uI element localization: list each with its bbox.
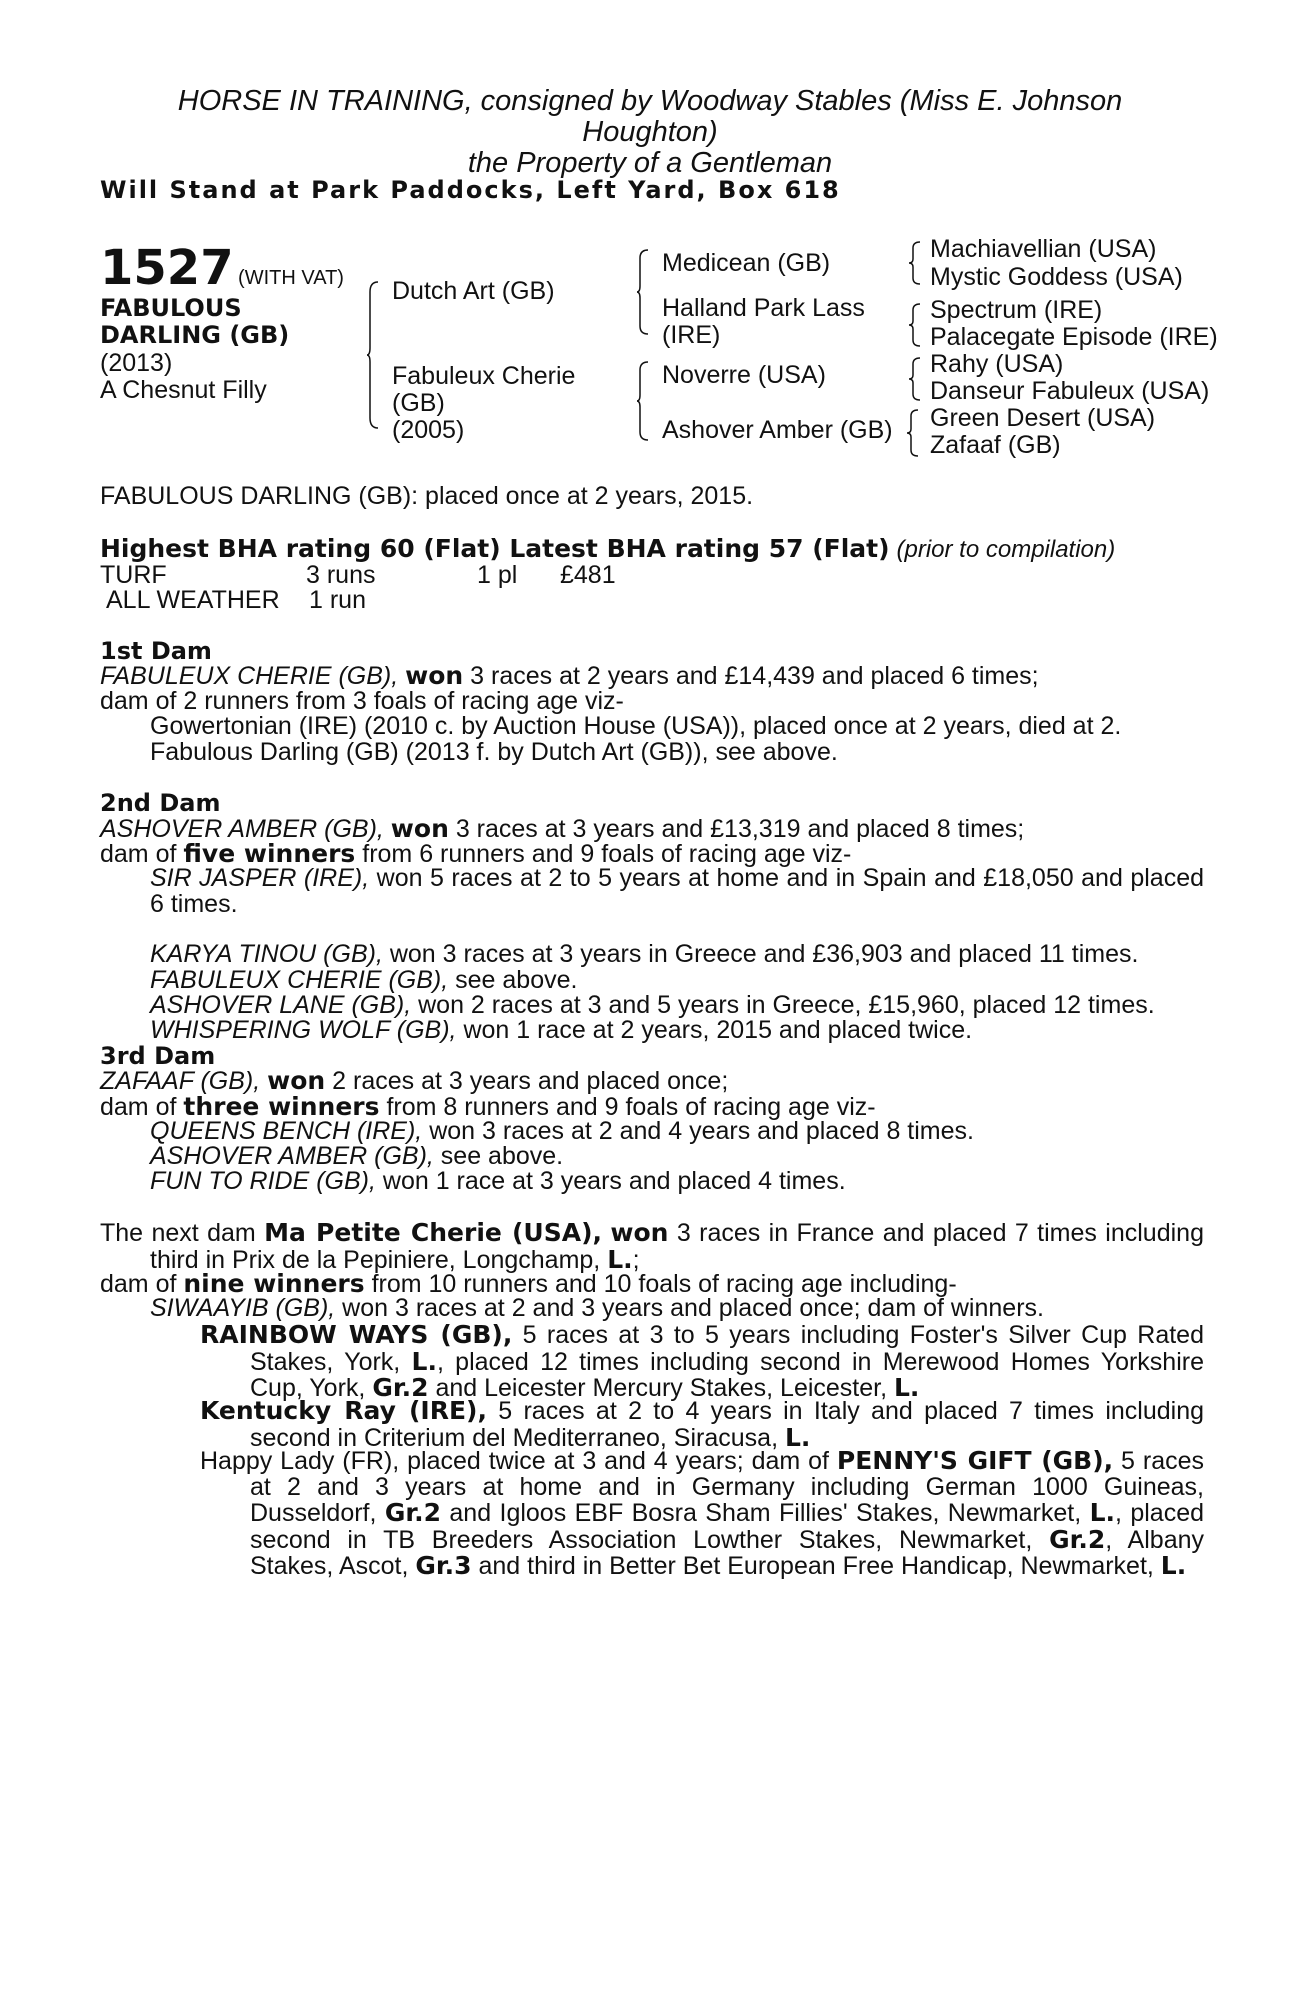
- second-dam-progeny-1: [150, 866, 1204, 917]
- group-marker: Gr.3: [415, 1551, 472, 1580]
- progeny-name: Kentucky Ray (IRE),: [200, 1396, 487, 1425]
- progeny-name: QUEENS BENCH (IRE),: [150, 1117, 423, 1145]
- record-text: 5 races at 2 to 4 years in Italy and placed 7 times including second in Criterium del Mediterraneo, Siracusa,: [250, 1397, 1205, 1452]
- siwaayib-record: [150, 1296, 1044, 1322]
- first-dam-produce: dam of 2 runners from 3 foals of racing age viz-: [100, 687, 624, 715]
- produce-prefix: dam of: [100, 1270, 184, 1298]
- pedigree-sire-dam-line2: (IRE): [662, 321, 721, 349]
- third-dam-won: won: [267, 1066, 326, 1095]
- listed-marker: L.: [784, 1422, 811, 1452]
- produce-suffix: from 6 runners and 9 foals of racing age viz-: [355, 840, 852, 868]
- group-marker: Gr.2: [384, 1498, 442, 1527]
- record-text: Happy Lady (FR), placed twice at 3 and 4 years; dam of: [200, 1447, 837, 1475]
- bha-ratings: Highest BHA rating 60 (Flat) Latest BHA rating 57 (Flat): [100, 534, 890, 563]
- first-dam-foal-1: Gowertonian (IRE) (2010 c. by Auction House (USA)), placed once at 2 years, died at 2.: [150, 712, 1122, 740]
- next-dam-won: won: [610, 1218, 669, 1247]
- listed-marker: L.: [607, 1244, 633, 1274]
- catalogue-header-line1: HORSE IN TRAINING, consigned by Woodway Stables (Miss E. Johnson: [177, 85, 1123, 117]
- record-text: and Leicester Mercury Stakes, Leicester,: [428, 1374, 894, 1402]
- record-text: , placed second in TB Breeders Association Lowther Stakes, Newmarket,: [250, 1499, 1205, 1554]
- next-dam-name: Ma Petite Cherie (USA),: [264, 1218, 602, 1247]
- lot-number-row: [100, 240, 344, 296]
- turf-earnings: £481: [560, 561, 616, 589]
- pedigree-ggp-1: Machiavellian (USA): [930, 235, 1157, 263]
- turf-placings: 1 pl: [477, 561, 518, 589]
- next-dam-record: [100, 1220, 1204, 1273]
- second-dam-record-text: 3 races at 3 years and £13,319 and placed 8 times;: [448, 815, 1025, 843]
- progeny-text: won 1 race at 2 years, 2015 and placed twice.: [456, 1016, 973, 1044]
- second-dam-progeny-5: [150, 1018, 972, 1044]
- pedigree-sire-sire: Medicean (GB): [662, 249, 831, 277]
- all-weather-runs: 1 run: [309, 586, 366, 614]
- pedigree-bracket-dam: [636, 360, 650, 442]
- kentucky-ray-record: [200, 1398, 1204, 1451]
- listed-marker: L.: [894, 1373, 920, 1402]
- pedigree-bracket-ggp4: [906, 408, 920, 458]
- turf-runs: 3 runs: [306, 561, 376, 589]
- third-dam-name: ZAFAAF (GB),: [100, 1067, 261, 1095]
- third-dam-record: [100, 1068, 728, 1095]
- progeny-name: FABULEUX CHERIE (GB),: [150, 966, 449, 994]
- rainbow-ways-record: [200, 1322, 1204, 1402]
- pedigree-bracket-generation1: [366, 280, 380, 430]
- vat-note: (WITH VAT): [238, 267, 344, 289]
- record-text: and Igloos EBF Bosra Sham Fillies' Stakes, Newmarket,: [441, 1499, 1090, 1527]
- first-dam-heading: 1st Dam: [100, 637, 212, 665]
- produce-suffix: from 10 runners and 10 foals of racing age including-: [364, 1270, 957, 1298]
- second-dam-name: ASHOVER AMBER (GB),: [100, 815, 384, 843]
- second-dam-progeny-2: [150, 942, 1138, 968]
- horse-name-line1: FABULOUS: [100, 294, 242, 322]
- second-dam-won: won: [390, 814, 449, 843]
- group-marker: Gr.2: [372, 1373, 429, 1402]
- first-dam-record: [100, 663, 1039, 690]
- third-dam-progeny-2: [150, 1144, 563, 1170]
- produce-suffix: from 8 runners and 9 foals of racing age viz-: [379, 1093, 876, 1121]
- progeny-name: KARYA TINOU (GB),: [150, 940, 383, 968]
- record-text: , placed 12 times including second in Merewood Homes Yorkshire Cup, York,: [250, 1347, 1204, 1402]
- record-text: 5 races at 3 to 5 years including Foster's Silver Cup Rated Stakes, York,: [250, 1321, 1204, 1376]
- second-dam-progeny-4: [150, 993, 1155, 1019]
- pedigree-bracket-ggp1: [908, 240, 922, 286]
- winners-count: three winners: [183, 1092, 380, 1121]
- second-dam-heading: 2nd Dam: [100, 789, 221, 817]
- first-dam-name: FABULEUX CHERIE (GB),: [100, 662, 399, 690]
- pedigree-ggp-7: Green Desert (USA): [930, 404, 1156, 432]
- next-dam-record-end: ;: [632, 1245, 640, 1274]
- pedigree-ggp-3: Spectrum (IRE): [930, 296, 1103, 324]
- progeny-text: won 5 races at 2 to 5 years at home and in Spain and £18,050 and placed 6 times.: [150, 864, 1205, 918]
- foaling-year: (2013): [100, 349, 173, 377]
- third-dam-progeny-1: [150, 1119, 974, 1145]
- listed-marker: L.: [1089, 1498, 1115, 1527]
- pedigree-dam-line3: (2005): [392, 416, 465, 444]
- first-dam-foal-2: Fabulous Darling (GB) (2013 f. by Dutch Art (GB)), see above.: [150, 738, 838, 766]
- ratings-note: (prior to compilation): [896, 536, 1116, 563]
- winners-count: nine winners: [183, 1269, 365, 1298]
- third-dam-heading: 3rd Dam: [100, 1042, 216, 1070]
- progeny-name: WHISPERING WOLF (GB),: [150, 1016, 457, 1044]
- pedigree-ggp-4: Palacegate Episode (IRE): [930, 323, 1218, 351]
- record-text: and third in Better Bet European Free Handicap, Newmarket,: [471, 1552, 1161, 1580]
- property-line: the Property of a Gentleman: [467, 147, 833, 179]
- progeny-name: RAINBOW WAYS (GB),: [200, 1320, 513, 1349]
- progeny-name: ASHOVER AMBER (GB),: [150, 1142, 434, 1170]
- third-dam-record-text: 2 races at 3 years and placed once;: [325, 1067, 729, 1095]
- pedigree-bracket-sire: [636, 248, 650, 336]
- progeny-text: won 1 race at 3 years and placed 4 times.: [375, 1167, 846, 1195]
- next-dam-record-text: 3 races in France and placed 7 times including third in Prix de la Pepiniere, Longchamp,: [150, 1219, 1204, 1274]
- progeny-text: won 2 races at 3 and 5 years in Greece, £15,960, placed 12 times.: [411, 991, 1155, 1019]
- pedigree-dam-line1: Fabuleux Cherie: [392, 362, 576, 390]
- ratings-line: [100, 536, 1115, 563]
- horse-name-line2: DARLING (GB): [100, 321, 290, 349]
- progeny-name: SIWAAYIB (GB),: [150, 1294, 336, 1322]
- listed-marker: L.: [1160, 1551, 1187, 1580]
- pedigree-ggp-6: Danseur Fabuleux (USA): [930, 377, 1210, 405]
- pedigree-dam-line2: (GB): [392, 389, 445, 417]
- third-dam-progeny-3: [150, 1169, 846, 1195]
- pedigree-bracket-ggp3: [908, 356, 922, 402]
- first-dam-won: won: [405, 661, 464, 690]
- lot-number: 1527: [100, 240, 234, 296]
- progeny-text: won 3 races at 3 years in Greece and £36,903 and placed 11 times.: [382, 940, 1139, 968]
- pedigree-sire: Dutch Art (GB): [392, 277, 555, 305]
- produce-prefix: dam of: [100, 840, 184, 868]
- pedigree-ggp-2: Mystic Goddess (USA): [930, 263, 1183, 291]
- progeny-text: see above.: [433, 1142, 564, 1170]
- progeny-name: PENNY'S GIFT (GB),: [836, 1446, 1114, 1475]
- second-dam-progeny-3: [150, 968, 577, 994]
- record-text: 5 races at 2 and 3 years at home and in Germany including German 1000 Guineas, Dusseldorf,: [250, 1447, 1205, 1527]
- happy-lady-record: [200, 1448, 1204, 1580]
- progeny-name: ASHOVER LANE (GB),: [150, 991, 412, 1019]
- progeny-name: SIR JASPER (IRE),: [150, 864, 370, 892]
- next-dam-prefix: The next dam: [100, 1219, 265, 1247]
- turf-label: TURF: [100, 561, 167, 589]
- progeny-text: won 3 races at 2 and 4 years and placed 8 times.: [422, 1117, 974, 1145]
- stand-location: Will Stand at Park Paddocks, Left Yard, Box 618: [100, 176, 841, 204]
- first-dam-record-text: 3 races at 2 years and £14,439 and placed 6 times;: [463, 662, 1039, 690]
- pedigree-bracket-ggp2: [908, 302, 922, 348]
- pedigree-ggp-8: Zafaaf (GB): [930, 431, 1061, 459]
- pedigree-dam-sire: Noverre (USA): [662, 361, 826, 389]
- group-marker: Gr.2: [1049, 1524, 1106, 1554]
- catalogue-header-line2: Houghton): [582, 116, 718, 148]
- all-weather-label: ALL WEATHER: [106, 586, 280, 614]
- progeny-text: see above.: [448, 966, 578, 994]
- pedigree-ggp-5: Rahy (USA): [930, 350, 1064, 378]
- pedigree-sire-dam-line1: Halland Park Lass: [662, 294, 865, 322]
- race-summary: FABULOUS DARLING (GB): placed once at 2 years, 2015.: [100, 482, 754, 510]
- produce-prefix: dam of: [100, 1093, 184, 1121]
- record-text: , Albany Stakes, Ascot,: [250, 1525, 1204, 1580]
- progeny-text: won 3 races at 2 and 3 years and placed once; dam of winners.: [335, 1294, 1044, 1322]
- horse-description: A Chesnut Filly: [100, 376, 267, 404]
- listed-marker: L.: [411, 1346, 437, 1376]
- progeny-name: FUN TO RIDE (GB),: [150, 1167, 376, 1195]
- winners-count: five winners: [183, 839, 356, 868]
- pedigree-dam-dam: Ashover Amber (GB): [662, 416, 893, 444]
